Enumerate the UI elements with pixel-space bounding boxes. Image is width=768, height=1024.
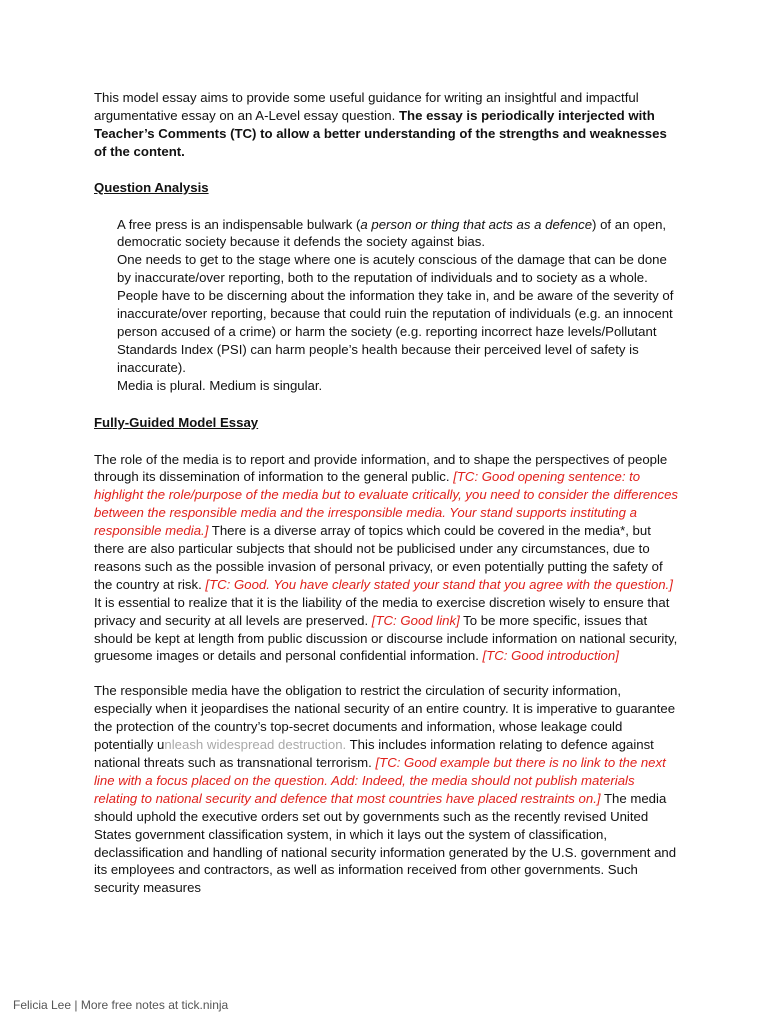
essay-text: The responsible media have the obligation to restrict the circulation of security information, especially when it jeopardises the national security of an entire country. It is imperative to guarantee the protection of the country’s top-secret documents and information, whose leakage could potentially u: [94, 683, 676, 753]
essay-text: The media should uphold the executive orders set out by governments such as the recently revised United States government classification system, in which it lays out the system of classification, declassification and handling of national security information generated by the U.S. government and its employees and contractors, as well as information received from other governments. Such security measures: [94, 790, 677, 896]
model-essay-heading: Fully-Guided Model Essay: [94, 414, 259, 430]
essay-text: To be more specific, issues that should be kept at length from public discussion or discourse include information on national security, gruesome images or details and personal confidential information.: [94, 612, 678, 664]
document-page: [94, 89, 680, 897]
teacher-comment: [TC: Good. You have clearly stated your stand that you agree with the question.]: [205, 576, 673, 592]
essay-text: This includes information relating to defence against national threats such as transnational terrorism.: [94, 737, 654, 770]
essay-paragraph-1: [94, 451, 680, 666]
analysis-item-definition: a person or thing that acts as a defence: [360, 216, 593, 232]
analysis-item: [117, 216, 680, 252]
analysis-item-text: A free press is an indispensable bulwark (: [117, 216, 361, 232]
faded-text: nleash widespread destruction.: [164, 737, 347, 753]
page-footer: Felicia Lee | More free notes at tick.ninja: [13, 998, 229, 1012]
analysis-item: One needs to get to the stage where one is acutely conscious of the damage that can be done by inaccurate/over reporting, both to the reputation of individuals and to society as a whole.: [117, 252, 667, 286]
essay-text: There is a diverse array of topics which could be covered in the media*, but there are also particular subjects that should not be publicised under any circumstances, due to reasons such as the possible invasion of personal privacy, or even potentially putting the safety of the country at risk.: [94, 523, 663, 592]
analysis-item: Media is plural. Medium is singular.: [117, 377, 323, 393]
essay-text: The role of the media is to report and provide information, and to shape the perspectives of people through its dissemination of information to the general public.: [94, 451, 668, 485]
analysis-item-text: ) of an open, democratic society because it defends the society against bias.: [117, 216, 667, 250]
teacher-comment: [TC: Good opening sentence: to highlight the role/purpose of the media but to evaluate critically, you need to consider the differences between the responsible media and the irresponsible media. Your stand supports instituting a responsible media.]: [94, 469, 679, 539]
intro-bold-text: The essay is periodically interjected with Teacher’s Comments (TC) to allow a better understanding of the strengths and weaknesses of the content.: [94, 107, 667, 159]
intro-text: This model essay aims to provide some useful guidance for writing an insightful and impactful argumentative essay on an A-Level essay question.: [94, 90, 639, 123]
essay-paragraph-2: [94, 682, 680, 897]
teacher-comment: [TC: Good link]: [371, 612, 460, 628]
teacher-comment: [TC: Good example but there is no link to the next line with a focus placed on the question. Add: Indeed, the media should not publish materials relating to national security and defence that most countries have placed restraints on.]: [94, 755, 666, 806]
question-analysis-list: [117, 216, 680, 395]
question-analysis-heading: Question Analysis: [94, 179, 209, 195]
essay-text: It is essential to realize that it is the liability of the media to exercise discretion wisely to ensure that privacy and security at all levels are preserved.: [94, 594, 670, 628]
intro-paragraph: [94, 89, 680, 161]
teacher-comment: [TC: Good introduction]: [482, 648, 619, 664]
analysis-item: People have to be discerning about the information they take in, and be aware of the severity of inaccurate/over reporting, because that could ruin the reputation of individuals (e.g. an innocent person accused of a crime) or harm the society (e.g. reporting incorrect haze levels/Pollutant Standards Index (PSI) can harm people’s health because their perceived level of safety is inaccurate).: [117, 288, 674, 375]
